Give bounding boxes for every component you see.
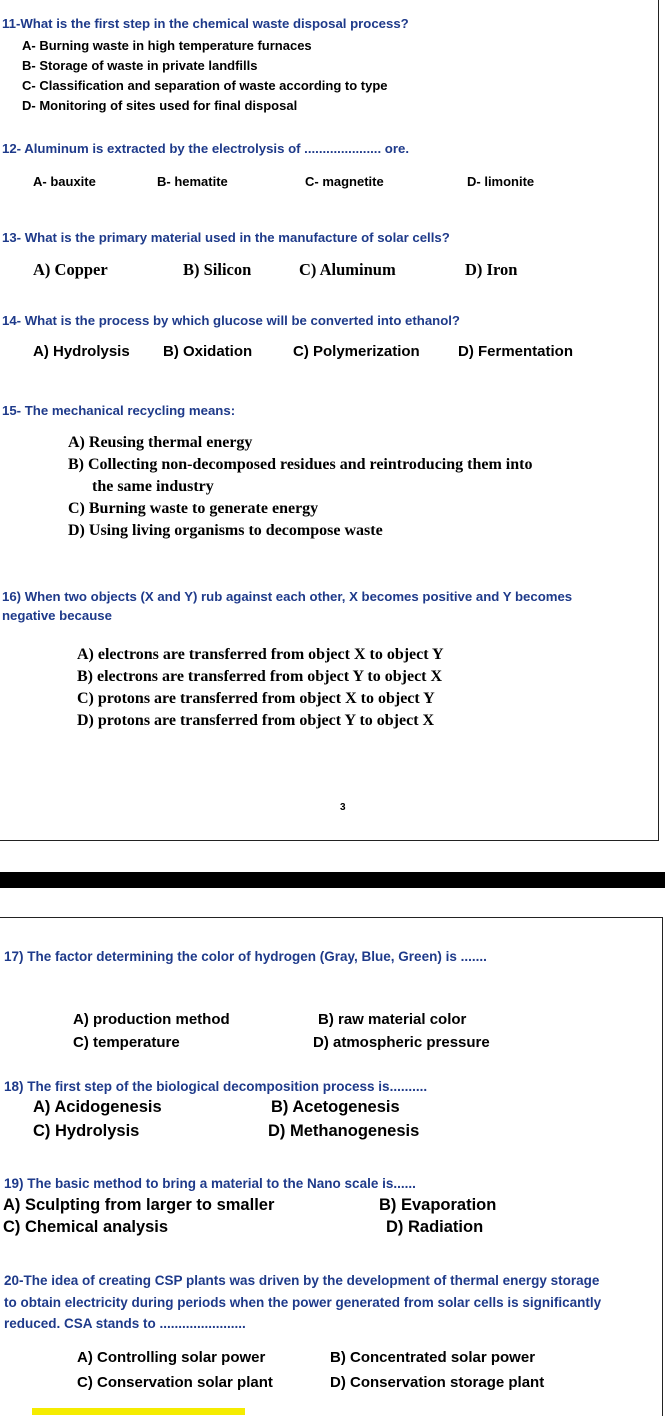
q16-option-b: B) electrons are transferred from object Y to object X xyxy=(77,668,443,685)
q15-option-d: D) Using living organisms to decompose waste xyxy=(68,522,383,539)
q20-option-d: D) Conservation storage plant xyxy=(330,1374,545,1391)
q13-option-b: B) Silicon xyxy=(183,260,252,279)
q16-question-line1: 16) When two objects (X and Y) rub against each other, X becomes positive and Y becomes xyxy=(2,589,573,604)
page-separator-band xyxy=(0,872,665,888)
q17-option-c: C) temperature xyxy=(73,1034,180,1051)
q12-option-a: A- bauxite xyxy=(33,174,96,189)
q14-question: 14- What is the process by which glucose will be converted into ethanol? xyxy=(2,313,460,328)
q15-option-c: C) Burning waste to generate energy xyxy=(68,500,319,517)
q17-question: 17) The factor determining the color of hydrogen (Gray, Blue, Green) is ....... xyxy=(4,949,487,964)
yellow-highlight-mark xyxy=(32,1408,245,1415)
q18-option-d: D) Methanogenesis xyxy=(268,1122,420,1140)
q16-option-d: D) protons are transferred from object Y to object X xyxy=(77,712,435,729)
q14-option-c: C) Polymerization xyxy=(293,343,420,360)
q11-option-c: C- Classification and separation of waste according to type xyxy=(22,78,388,93)
q12-option-d: D- limonite xyxy=(467,174,535,189)
q16-option-a: A) electrons are transferred from object X to object Y xyxy=(77,646,444,663)
q15-option-a: A) Reusing thermal energy xyxy=(68,434,253,451)
q18-question: 18) The first step of the biological decomposition process is.......... xyxy=(4,1079,428,1094)
q12-option-c: C- magnetite xyxy=(305,174,384,189)
q16-question-line2: negative because xyxy=(2,608,112,623)
q11-option-a: A- Burning waste in high temperature furnaces xyxy=(22,38,312,53)
q17-option-a: A) production method xyxy=(73,1011,230,1028)
q19-option-a: A) Sculpting from larger to smaller xyxy=(3,1196,275,1214)
q19-question: 19) The basic method to bring a material to the Nano scale is...... xyxy=(4,1176,416,1191)
q11-question: 11-What is the first step in the chemical waste disposal process? xyxy=(2,16,409,31)
q20-question-line1: 20-The idea of creating CSP plants was driven by the development of thermal energy storage xyxy=(4,1273,600,1288)
q20-option-b: B) Concentrated solar power xyxy=(330,1349,536,1366)
q13-option-c: C) Aluminum xyxy=(299,260,396,279)
q18-option-b: B) Acetogenesis xyxy=(271,1098,400,1116)
q18-option-c: C) Hydrolysis xyxy=(33,1122,140,1140)
exam-page-2 xyxy=(0,917,663,1416)
q15-option-b: B) Collecting non-decomposed residues and reintroducing them into xyxy=(68,456,533,473)
q20-option-a: A) Controlling solar power xyxy=(77,1349,266,1366)
page-number: 3 xyxy=(340,802,346,813)
q14-option-a: A) Hydrolysis xyxy=(33,343,130,360)
q14-option-b: B) Oxidation xyxy=(163,343,253,360)
q13-question: 13- What is the primary material used in the manufacture of solar cells? xyxy=(2,230,450,245)
q14-option-d: D) Fermentation xyxy=(458,343,574,360)
q19-option-d: D) Radiation xyxy=(386,1218,484,1236)
q13-option-d: D) Iron xyxy=(465,260,518,279)
q17-option-d: D) atmospheric pressure xyxy=(313,1034,490,1051)
q20-question-line2: to obtain electricity during periods when the power generated from solar cells is significantly xyxy=(4,1295,602,1310)
q19-option-c: C) Chemical analysis xyxy=(3,1218,169,1236)
q11-option-b: B- Storage of waste in private landfills xyxy=(22,58,258,73)
q11-option-d: D- Monitoring of sites used for final disposal xyxy=(22,98,298,113)
q16-option-c: C) protons are transferred from object X to object Y xyxy=(77,690,435,707)
q15-option-b-cont: the same industry xyxy=(92,478,214,495)
q13-option-a: A) Copper xyxy=(33,260,108,279)
q20-option-c: C) Conservation solar plant xyxy=(77,1374,273,1391)
q19-option-b: B) Evaporation xyxy=(379,1196,497,1214)
q15-question: 15- The mechanical recycling means: xyxy=(2,403,236,418)
q18-option-a: A) Acidogenesis xyxy=(33,1098,162,1116)
q17-option-b: B) raw material color xyxy=(318,1011,467,1028)
q12-question: 12- Aluminum is extracted by the electrolysis of ..................... ore. xyxy=(2,141,409,156)
q12-option-b: B- hematite xyxy=(157,174,228,189)
q20-question-line3: reduced. CSA stands to ....................... xyxy=(4,1316,246,1331)
